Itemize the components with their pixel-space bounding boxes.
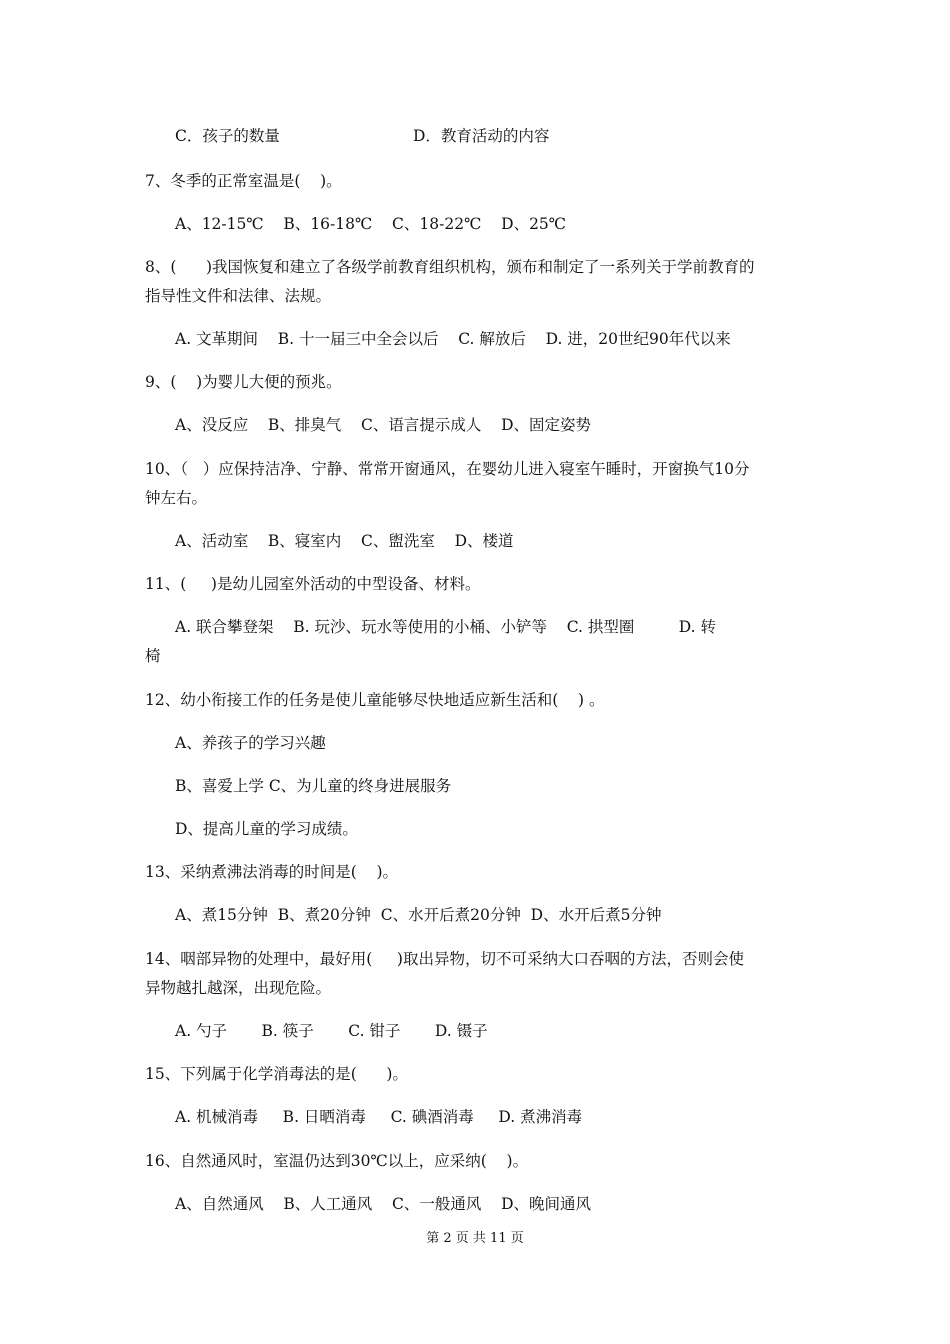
question-10-line-1: 10、（ ）应保持洁净、宁静、常常开窗通风，在婴幼儿进入寝室午睡时，开窗换气10分: [145, 460, 750, 478]
question-10-line-2: 钟左右。: [145, 489, 208, 507]
question-7-options: A、12-15℃ B、16-18℃ C、18-22℃ D、25℃: [175, 215, 567, 233]
question-16: 16、自然通风时，室温仍达到30℃以上，应采纳( )。: [145, 1152, 529, 1170]
question-11-options: A. 联合攀登架 B. 玩沙、玩水等使用的小桶、小铲等 C. 拱型圈 D. 转: [175, 618, 716, 636]
question-9-options: A、没反应 B、排臭气 C、语言提示成人 D、固定姿势: [175, 416, 591, 434]
question-13: 13、采纳煮沸法消毒的时间是( )。: [145, 863, 399, 881]
question-7: 7、冬季的正常室温是( )。: [145, 172, 342, 190]
question-16-options: A、自然通风 B、人工通风 C、一般通风 D、晚间通风: [175, 1195, 591, 1213]
question-14-line-1: 14、咽部异物的处理中，最好用( )取出异物，切不可采纳大口吞咽的方法，否则会使: [145, 950, 744, 968]
q6-option-d: D．教育活动的内容: [413, 127, 550, 145]
question-12-option-d: D、提高儿童的学习成绩。: [175, 820, 358, 838]
question-13-options: A、煮15分钟 B、煮20分钟 C、水开后煮20分钟 D、水开后煮5分钟: [175, 906, 662, 924]
page-footer: 第 2 页 共 11 页: [426, 1231, 524, 1246]
question-8-line-2: 指导性文件和法律、法规。: [145, 287, 332, 305]
question-11: 11、( )是幼儿园室外活动的中型设备、材料。: [145, 575, 481, 593]
question-14-line-2: 异物越扎越深，出现危险。: [145, 979, 332, 997]
question-10-options: A、活动室 B、寝室内 C、盥洗室 D、楼道: [175, 532, 514, 550]
question-11-options-continued: 椅: [145, 647, 161, 665]
question-12-option-a: A、养孩子的学习兴趣: [175, 734, 326, 752]
question-15-options: A. 机械消毒 B. 日晒消毒 C. 碘酒消毒 D. 煮沸消毒: [175, 1108, 583, 1126]
q6-option-c: C．孩子的数量: [175, 127, 280, 145]
question-15: 15、下列属于化学消毒法的是( )。: [145, 1065, 408, 1083]
question-9: 9、( )为婴儿大便的预兆。: [145, 373, 342, 391]
question-12-option-bc: B、喜爱上学 C、为儿童的终身进展服务: [175, 777, 452, 795]
question-8-line-1: 8、( )我国恢复和建立了各级学前教育组织机构，颁布和制定了一系列关于学前教育的: [145, 258, 755, 276]
question-8-options: A. 文革期间 B. 十一届三中全会以后 C. 解放后 D. 进，20世纪90年代以来: [175, 330, 731, 348]
question-14-options: A. 勺子 B. 筷子 C. 钳子 D. 镊子: [175, 1022, 488, 1040]
question-12: 12、幼小衔接工作的任务是使儿童能够尽快地适应新生活和( ) 。: [145, 691, 605, 709]
